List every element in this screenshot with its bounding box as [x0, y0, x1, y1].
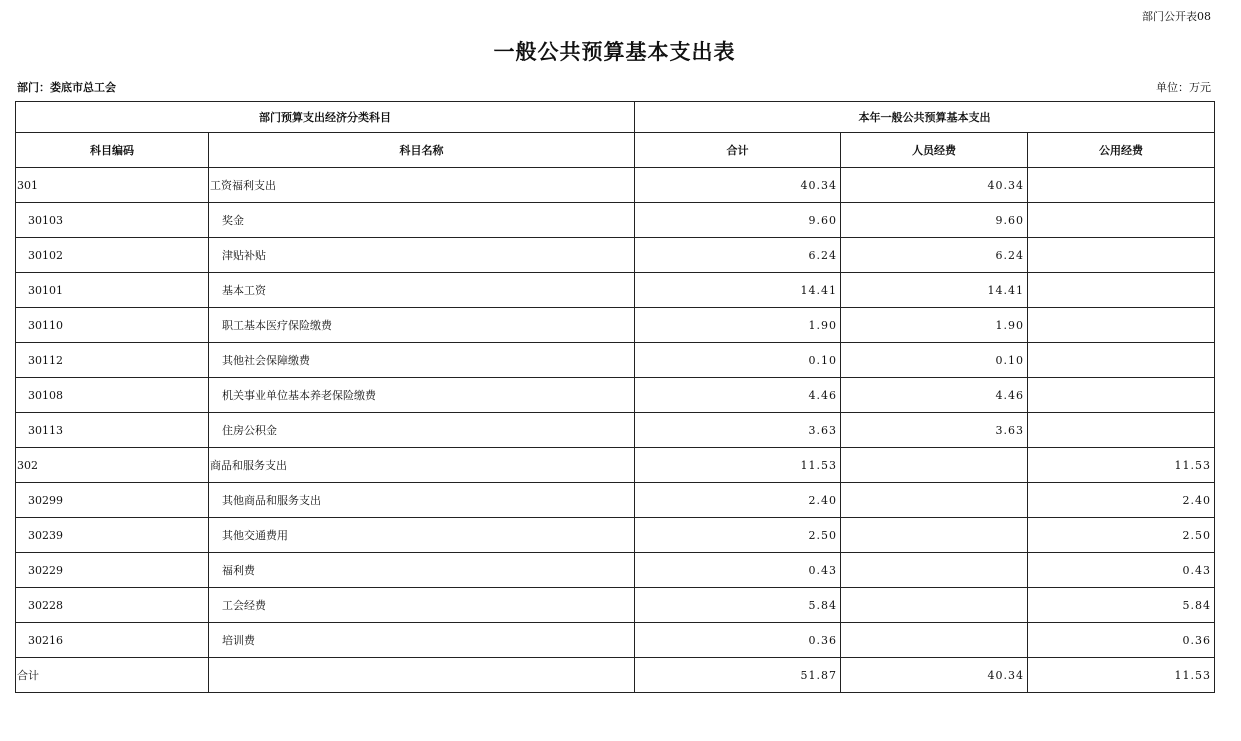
cell-name: 其他社会保障缴费 — [209, 343, 635, 378]
cell-code: 30299 — [16, 483, 209, 518]
cell-personnel: 14.41 — [841, 273, 1028, 308]
cell-total: 4.46 — [635, 378, 841, 413]
cell-public: 0.43 — [1028, 553, 1215, 588]
cell-personnel: 1.90 — [841, 308, 1028, 343]
table-row — [16, 553, 1215, 588]
cell-code: 30108 — [16, 378, 209, 413]
cell-personnel: 0.10 — [841, 343, 1028, 378]
unit-label: 单位：万元 — [1156, 81, 1211, 94]
cell-public: 0.36 — [1028, 623, 1215, 658]
table-row — [16, 413, 1215, 448]
cell-code: 30102 — [16, 238, 209, 273]
cell-public — [1028, 203, 1215, 238]
cell-name: 培训费 — [209, 623, 635, 658]
cell-name: 住房公积金 — [209, 413, 635, 448]
cell-code: 30239 — [16, 518, 209, 553]
cell-personnel — [841, 518, 1028, 553]
cell-code: 30112 — [16, 343, 209, 378]
table-row — [16, 343, 1215, 378]
cell-public — [1028, 238, 1215, 273]
cell-personnel: 4.46 — [841, 378, 1028, 413]
cell-public: 11.53 — [1028, 658, 1215, 693]
cell-public — [1028, 378, 1215, 413]
cell-code: 30110 — [16, 308, 209, 343]
cell-total: 2.40 — [635, 483, 841, 518]
cell-total: 2.50 — [635, 518, 841, 553]
cell-total: 6.24 — [635, 238, 841, 273]
cell-name: 津贴补贴 — [209, 238, 635, 273]
form-number: 部门公开表08 — [1142, 10, 1211, 23]
table-row — [16, 203, 1215, 238]
cell-total: 0.43 — [635, 553, 841, 588]
table-row — [16, 588, 1215, 623]
cell-public: 11.53 — [1028, 448, 1215, 483]
cell-total: 1.90 — [635, 308, 841, 343]
cell-name: 福利费 — [209, 553, 635, 588]
cell-total: 51.87 — [635, 658, 841, 693]
header-name: 科目名称 — [209, 133, 635, 168]
table-row — [16, 378, 1215, 413]
table-row — [16, 238, 1215, 273]
cell-public — [1028, 168, 1215, 203]
table-row — [16, 308, 1215, 343]
cell-name: 职工基本医疗保险缴费 — [209, 308, 635, 343]
cell-personnel — [841, 588, 1028, 623]
cell-public: 2.50 — [1028, 518, 1215, 553]
cell-code: 30229 — [16, 553, 209, 588]
cell-personnel — [841, 448, 1028, 483]
table-row — [16, 623, 1215, 658]
cell-name: 工资福利支出 — [209, 168, 635, 203]
table-row — [16, 448, 1215, 483]
table-row — [16, 273, 1215, 308]
cell-personnel: 40.34 — [841, 168, 1028, 203]
cell-code: 302 — [16, 448, 209, 483]
cell-total: 9.60 — [635, 203, 841, 238]
cell-name — [209, 658, 635, 693]
cell-total: 0.36 — [635, 623, 841, 658]
cell-total: 14.41 — [635, 273, 841, 308]
header-total: 合计 — [635, 133, 841, 168]
cell-personnel: 40.34 — [841, 658, 1028, 693]
header-public: 公用经费 — [1028, 133, 1215, 168]
cell-code: 30103 — [16, 203, 209, 238]
cell-public — [1028, 413, 1215, 448]
table-row — [16, 518, 1215, 553]
page-title: 一般公共预算基本支出表 — [493, 39, 736, 64]
table-row — [16, 483, 1215, 518]
cell-name: 机关事业单位基本养老保险缴费 — [209, 378, 635, 413]
cell-name: 商品和服务支出 — [209, 448, 635, 483]
cell-total: 40.34 — [635, 168, 841, 203]
header-personnel: 人员经费 — [841, 133, 1028, 168]
table-row — [16, 168, 1215, 203]
department-label: 部门：娄底市总工会 — [17, 81, 116, 94]
cell-public: 2.40 — [1028, 483, 1215, 518]
cell-code: 30216 — [16, 623, 209, 658]
table-row — [16, 658, 1215, 693]
budget-table — [15, 101, 1215, 693]
cell-total: 0.10 — [635, 343, 841, 378]
header-economic-classification: 部门预算支出经济分类科目 — [16, 102, 635, 133]
cell-personnel — [841, 483, 1028, 518]
cell-personnel: 9.60 — [841, 203, 1028, 238]
cell-name: 奖金 — [209, 203, 635, 238]
cell-code: 合计 — [16, 658, 209, 693]
cell-name: 其他商品和服务支出 — [209, 483, 635, 518]
cell-total: 3.63 — [635, 413, 841, 448]
cell-personnel: 3.63 — [841, 413, 1028, 448]
cell-code: 30228 — [16, 588, 209, 623]
cell-code: 30113 — [16, 413, 209, 448]
cell-code: 301 — [16, 168, 209, 203]
cell-personnel — [841, 623, 1028, 658]
cell-personnel: 6.24 — [841, 238, 1028, 273]
cell-public: 5.84 — [1028, 588, 1215, 623]
cell-total: 5.84 — [635, 588, 841, 623]
cell-name: 基本工资 — [209, 273, 635, 308]
header-code: 科目编码 — [16, 133, 209, 168]
cell-total: 11.53 — [635, 448, 841, 483]
cell-name: 工会经费 — [209, 588, 635, 623]
cell-public — [1028, 308, 1215, 343]
cell-public — [1028, 343, 1215, 378]
header-basic-expenditure: 本年一般公共预算基本支出 — [635, 102, 1215, 133]
cell-name: 其他交通费用 — [209, 518, 635, 553]
cell-public — [1028, 273, 1215, 308]
cell-code: 30101 — [16, 273, 209, 308]
cell-personnel — [841, 553, 1028, 588]
